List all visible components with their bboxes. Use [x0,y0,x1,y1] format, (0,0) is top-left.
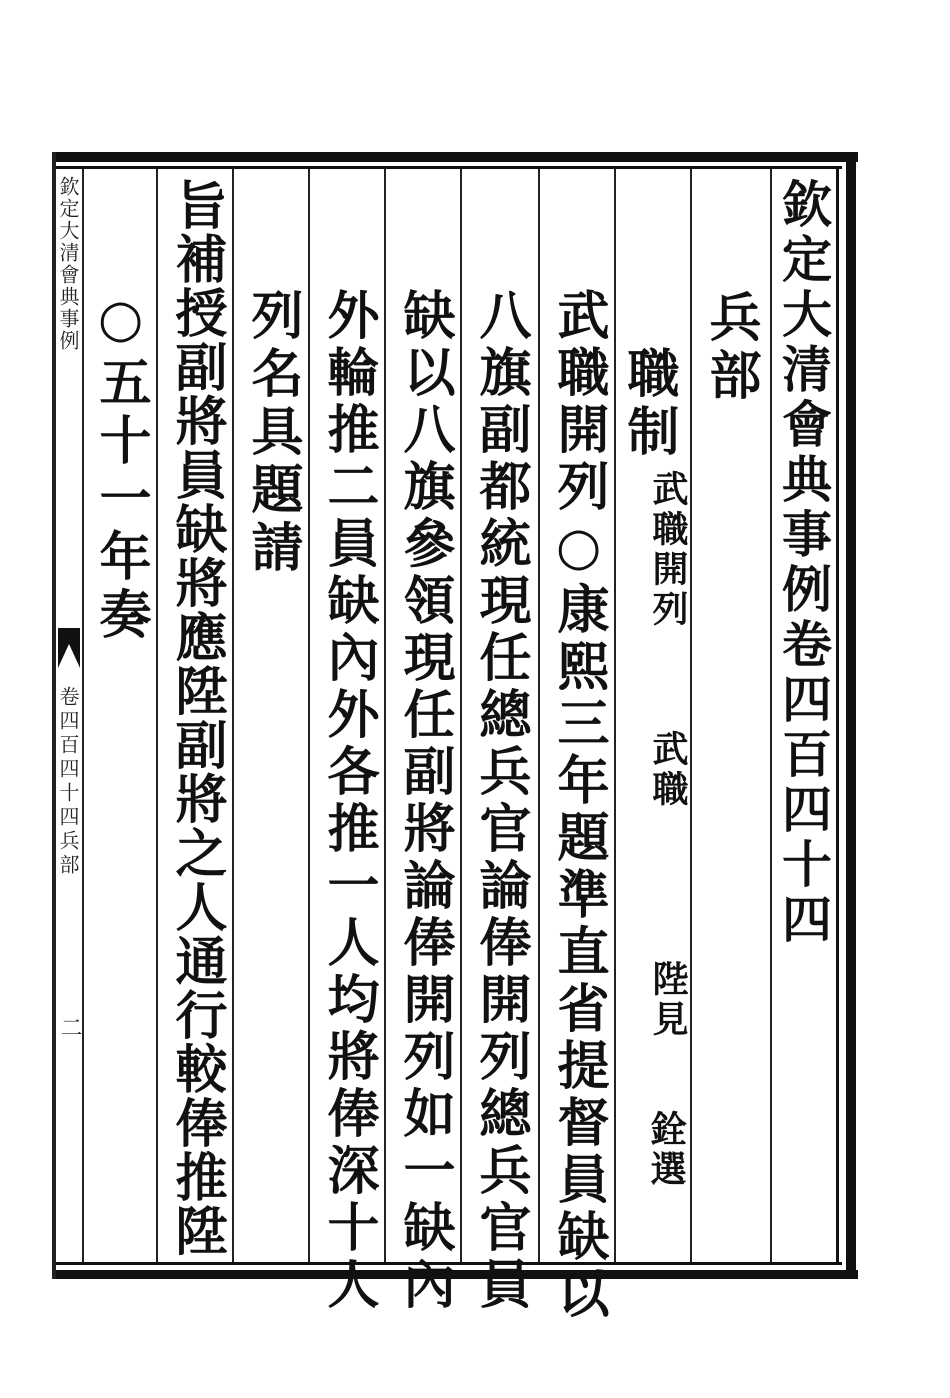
frame-right-inner-border [836,166,839,1265]
page-margin [58,176,80,1260]
department-heading: 兵部 [700,290,761,406]
column-rule [538,169,540,1262]
column-rule [770,169,772,1262]
subsection-label: 陛見 [647,960,689,1040]
subsection-label: 武職開列 [647,470,689,630]
text-column: 列名具題請 [242,288,303,578]
text-column: 武職開列○康熙三年題準直省提督員缺以 [548,288,609,1323]
section-heading: 職制 [618,346,679,462]
frame-right-border [846,152,856,1279]
column-rule [232,169,234,1262]
text-column: 旨補授副將員缺將應陞副將之人通行較俸推陞 [166,178,227,1258]
margin-book-title: 欽定大清會典事例 [56,176,80,352]
margin-chapter: 卷四百四十四兵部 [56,686,80,878]
frame-top-inner-border [52,166,842,169]
column-rule [690,169,692,1262]
frame-top-border [52,152,858,162]
text-column: 八旗副都統現任總兵官論俸開列總兵官員 [470,288,531,1314]
text-column: 外輪推二員缺內外各推一人均將俸深十人 [318,288,379,1314]
margin-page-number: 二 [57,1016,82,1050]
column-rule [156,169,158,1262]
text-column: ○五十一年奏 [90,288,151,645]
volume-title: 欽定大清會典事例卷四百四十四 [774,178,833,948]
column-rule [82,169,84,1262]
subsection-label: 銓選 [645,1110,687,1190]
frame-bottom-border [52,1270,858,1279]
column-rule [384,169,386,1262]
subsection-label: 武職 [647,730,689,810]
column-rule [460,169,462,1262]
fish-tail-mark [58,628,80,668]
column-rule [614,169,616,1262]
column-rule [308,169,310,1262]
text-column: 缺以八旗參領現任副將論俸開列如一缺內 [394,288,455,1314]
